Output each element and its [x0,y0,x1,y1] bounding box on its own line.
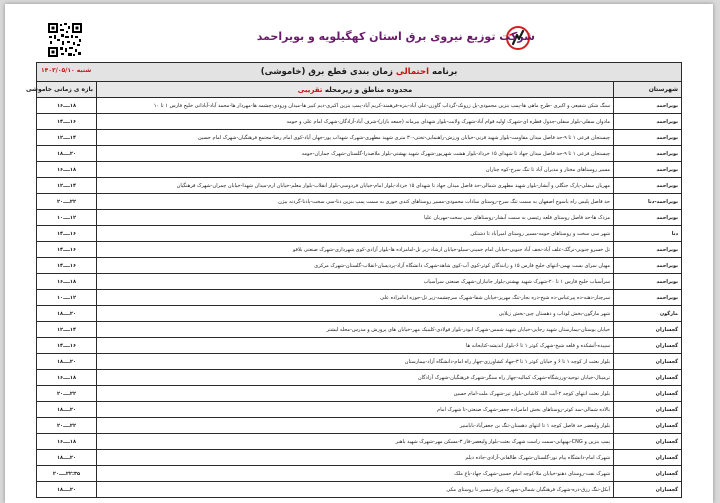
cell-city: دنا [614,226,682,242]
table-row [37,338,682,354]
cell-time: ۲۰ــــ۱۸ [37,402,97,418]
table-row [37,386,682,402]
cell-area: بالاده شمالی-سد کوثر-روستاهای بخش امامزاده جعفر-شهرک صنعتی-تا شهرک امام [97,402,614,418]
cell-time: ۱۸ــــ۱۶ [37,370,97,386]
table-row [37,258,682,274]
cell-area: بلوار بعثت از کوچه ۱ تا ۶ و خیابان کوثر ۱ تا ۳-جهاد کشاورزی-چهار راه امام-دانشگاه آزاد-بیمارستان [97,354,614,370]
cell-time: ۱۸ــــ۱۶ [37,274,97,290]
cell-time: ۲۰ــــ۱۸ [37,354,97,370]
table-row [37,210,682,226]
cell-area: شهرک نفت-روستای دهنو-خیابان ملا-کوچه امام حسین-شهرک جهاد-باغ ملک [97,466,614,482]
table-row [37,434,682,450]
schedule-date: شنبه ۱۴۰۳/۰۵/۱۰ [41,67,92,74]
cell-area: ترمینال-خیابان توحید-ورزشگاه-شهرک کمالیه-چهار راه سنگر-شهرک فرهنگیان-شهرک آزادگان [97,370,614,386]
cell-city: بویراحمد [614,98,682,114]
cell-area: سرآسیاب خلیج فارس ۱ تا ۲۰-شهرک شهید بهشتی-بلوار جانبازان-شهرک صنعتی سرآسیاب [97,274,614,290]
cell-area: چیستجان فرعی ۱ تا ۹-حد فاصل میدان جهاد تا شهدای ۱۵ خرداد-بلوار هشت شهریور-شهرک شهید بهشتی-بلوار ملاصدرا-گلستان-شهرک جماران-حومه [97,146,614,162]
cell-city: بویراحمد [614,178,682,194]
table-title-row [37,63,682,82]
cell-area: مسیر روستاهای مختار و مدیران آباد تا تنگ سرخ-کوه چناران [97,162,614,178]
cell-city: گچساران [614,418,682,434]
header-area-highlight: تقریبی [297,85,323,94]
title-rest: زمان بندی قطع برق (خاموشی) [260,67,393,77]
cell-city: بویراحمد [614,290,682,306]
cell-time: ۲۲:۳۵ــــ۲۰ [37,466,97,482]
cell-city: گچساران [614,482,682,498]
table-title [37,63,682,82]
cell-time: ۱۶ــــ۱۴ [37,258,97,274]
cell-city: بویراحمد [614,274,682,290]
cell-time: ۲۰ــــ۱۸ [37,450,97,466]
table-row [37,482,682,498]
outage-schedule-table [25,62,682,498]
cell-time: ۱۶ــــ۱۴ [37,242,97,258]
cell-time: ۱۸ــــ۱۶ [37,162,97,178]
qr-code-icon [47,22,83,58]
table-row [37,290,682,306]
cell-city: گچساران [614,466,682,482]
cell-area: سنگ شکن شفیعی و اکبری -طرح ماهی ها-پمپ بنزین محمودی-پل زرونک-گرداب گاوزن-علی آباد-بنزه-فرهمند-کریم آباد-پمپ بنزین اکبری-دیم کبیر ها-میدان ورودی-چشمه ها-مهردار ها-محمد آباد-آبادانی خلیج فارس ۱ تا ۱۰ [97,98,614,114]
table-row [37,114,682,130]
table-row [37,130,682,146]
document-sheet [5,4,713,503]
cell-area: آبکل-تنگ رزق-دره-شهرک فرهنگیان شمالی-شهرک پرواز-مسیر تا روستای مکی [97,482,614,498]
cell-time: ۱۶ــــ۱۴ [37,338,97,354]
cell-city: مارگون [614,306,682,322]
cell-area: بلوار بعثت انتهای کوچه ۲-آیت الله کاشانی-بلوار تیر-شهرک ملت-امام حسین [97,386,614,402]
table-row [37,322,682,338]
title-highlight: احتمالی [395,67,430,77]
cell-city: گچساران [614,386,682,402]
cell-area: سرچنار-دهنه-ده پیرعباس-ده شیخ-دره نجار-تنگ مهریز-خیابان شفا-شهرک سرچشمه-زیر تل-حوزه امامزاده علی [97,290,614,306]
cell-time: ۱۴ــــ۱۲ [37,322,97,338]
cell-area: مزدک ها-حد فاصل روستای قلعه رئیسی به سمت آبشار-روستاهای سی سخت-مهریان علیا [97,210,614,226]
cell-time: ۱۸ــــ۱۶ [37,98,97,114]
cell-time: ۲۰ــــ۱۸ [37,306,97,322]
cell-time: ۱۶ــــ۱۴ [37,226,97,242]
cell-area: حد فاصل پلیس راه یاسوج اصفهان به سمت تنگ سرخ-روستای سادات محمودی-مسیر روستاهای کندی خوری به سمت پمپ بنزین دنا-سی سخت-پادنا-گردنه بیژن [97,194,614,210]
cell-area: تل خسرو جنوبی-نرگک-علف آباد-نجف آباد جنوبی-خیابان امام خمینی-سیلو-خیابان ارشاد-زیر تل-امامزاده ها-بلوار آزادی-کوی شهرداری-شهرک صنعتی بلاقو [97,242,614,258]
cell-city: بویراحمد [614,146,682,162]
cell-area: پمپ بنزین و CNG-بهبهانی-سمت راست شهرک بعثت-بلوار ولیعصر-فاز ۳-مسکن مهر-شهرک شهید باهنر [97,434,614,450]
cell-city: گچساران [614,434,682,450]
cell-area: مهریان سفلی-پارک جنگلی و آبشار-بلوار شهید مطهری شمالی-حد فاصل میدان جهاد تا شهدای ۱۵ خرداد-بلوار امام-خیابان فردوسی-بلوار انقلاب-بلوار معلم-خیابان ارم-میدان شهدا-خیابان چمران-شهرک فرهنگیان [97,178,614,194]
cell-city: گچساران [614,370,682,386]
cell-area: چیستجان فرعی ۱ تا ۹-حد فاصل میدان مقاومت-بلوار شهید قرنی-خیابان ورزش-راهنمایی-تختی-۳۰ متری شهید مطهری-شهرک شهداب پور-جهان آباد-کوی امام رضا-مجتمع فرهنگیان-شهرک امام حسین [97,130,614,146]
title-prefix: برنامه [432,67,458,77]
cell-city: بویراحمد [614,258,682,274]
cell-city: بویراحمد [614,210,682,226]
cell-city: بویراحمد-دنا [614,194,682,210]
cell-time: ۱۲ــــ۱۰ [37,210,97,226]
cell-city: گچساران [614,322,682,338]
cell-area: بلوار ولیعصر حد فاصل کوچه ۱ تا انتهای دهستان-تنگ بن جعفرآباد-بابامنیر [97,418,614,434]
cell-time: ۱۸ــــ۱۶ [37,434,97,450]
cell-time: ۱۴ــــ۱۲ [37,130,97,146]
table-row [37,418,682,434]
table-row [37,402,682,418]
table-header-row [37,82,682,98]
cell-time: ۲۲ــــ۲۰ [37,418,97,434]
table-row [37,370,682,386]
table-row [37,226,682,242]
cell-city: بویراحمد [614,242,682,258]
table-row [37,98,682,114]
cell-city: گچساران [614,338,682,354]
cell-city: بویراحمد [614,130,682,146]
header-time: بازه ی زمانی خاموشی [37,82,97,98]
table-row [37,466,682,482]
cell-area: مادوان سفلی-بلوار سفلی-جدول قطره ای-شهرک اولیه قوام آباد-شهرک ولایت-بلوار شهدای بیرمانه (جمعه بازار)-شرف آباد-آزادگان-شهرک امام علی و حومه [97,114,614,130]
table-row [37,146,682,162]
cell-time: ۲۰ــــ۱۸ [37,146,97,162]
table-row [37,178,682,194]
document-header [5,4,713,62]
cell-area: خیابان بوستان-بیمارستان شهید رجایی-خیابان شهید شمس-شهرک ابوذر-بلوار فولادی-کلینیک مهر-خیابان های پرورش و مدرس-محله لیشتر [97,322,614,338]
table-row [37,274,682,290]
header-area-label: محدوده مناطق و زیرمحله [324,85,413,94]
cell-city: گچساران [614,402,682,418]
cell-area: شهر مارگون-بخش لوداب و دهستان چین-بخش زیلایی [97,306,614,322]
cell-area: شهرک امام-دانشگاه پیام نور-گلستان-شهرک طالقانی-آزادی-جاده دیلم [97,450,614,466]
company-name: شرکت توزیع نیروی برق استان کهگیلویه و بویراحمد [256,30,535,43]
cell-area: مهیان سرای بست بهمن-انتهای خلیج فارس ۱۵ و رانندگان کوثر-کوی آب-کوی شاهد-شهرک دانشگاه آزاد-پردیسان-انقلاب-گلستان-شهرک مرکزی [97,258,614,274]
header-city: شهرستان [614,82,682,98]
table-row [37,162,682,178]
header-area [97,82,614,98]
table-row [37,450,682,466]
cell-time: ۲۲ــــ۲۰ [37,386,97,402]
table-row [37,194,682,210]
cell-city: گچساران [614,354,682,370]
cell-city: بویراحمد [614,162,682,178]
cell-city: گچساران [614,450,682,466]
table-row [37,306,682,322]
cell-time: ۲۲ــــ۲۰ [37,194,97,210]
table-row [37,242,682,258]
cell-time: ۱۲ــــ۱۰ [37,290,97,306]
table-row [37,354,682,370]
cell-time: ۱۶ــــ۱۴ [37,114,97,130]
cell-area: شهر سی سخت و روستاهای حومه-مسیر روستای امیرآباد تا دشتکی [97,226,614,242]
cell-time: ۱۴ــــ۱۲ [37,178,97,194]
cell-area: سپیده-آتشکده و قلعه شیخ-شهرک کوثر ۱ تا ۶-بلوار اندیشه-کتابخانه ها [97,338,614,354]
cell-city: بویراحمد [614,114,682,130]
cell-time: ۲۰ــــ۱۸ [37,482,97,498]
